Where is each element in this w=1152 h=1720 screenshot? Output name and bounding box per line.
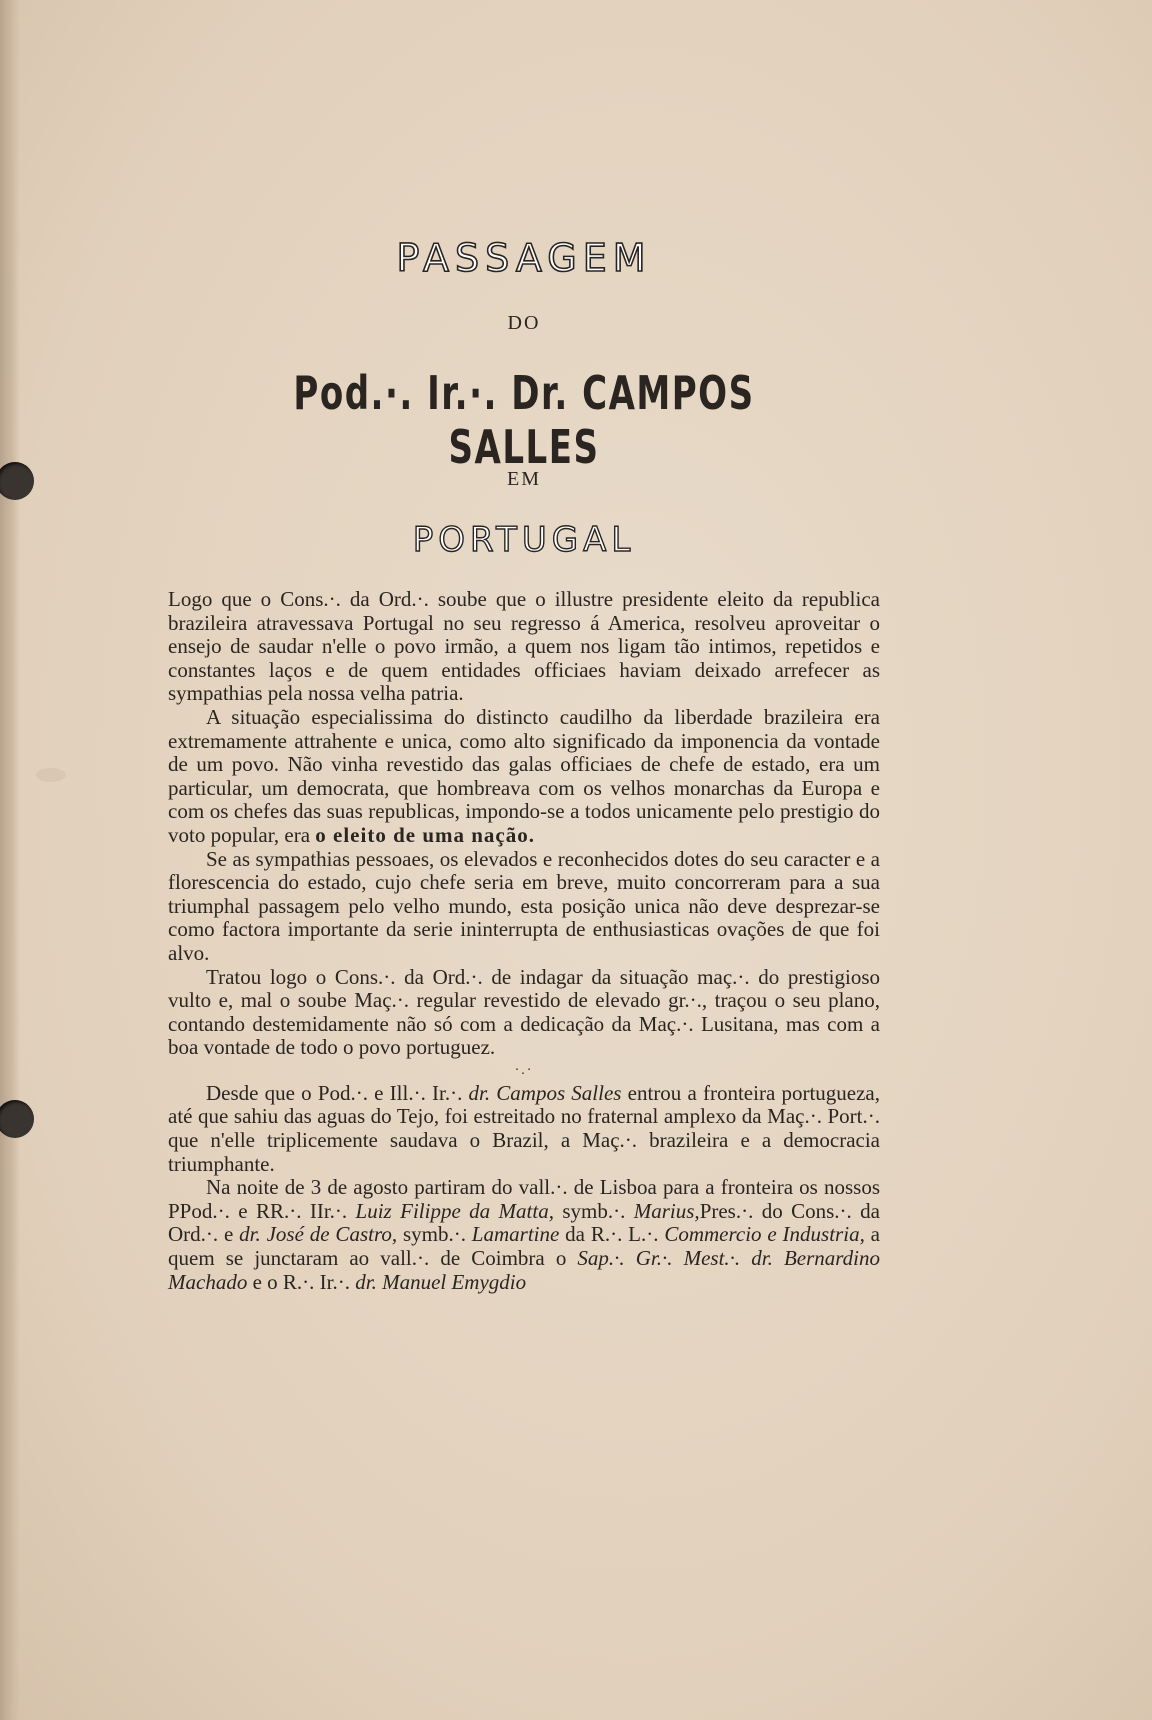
paragraph-5: [168, 1082, 880, 1176]
paragraph-5-rest: entrou a fronteira portugueza, até que sahiu das aguas do Tejo, foi estreitado no fraternal amplexo da Maç.·. Port.·. que n'elle triplicemente saudava o Brazil, a Maç.·. brazileira e a democracia triumphante.: [168, 1080, 880, 1176]
p6-name: Lamartine: [471, 1222, 560, 1247]
main-title: Pod.·. Ir.·. Dr. CAMPOS SALLES: [293, 366, 755, 474]
paragraph-1: Logo que o Cons.·. da Ord.·. soube que o illustre presidente eleito da republica brazileira atravessava Portugal no seu regresso á America, resolveu aproveitar o ensejo de saudar n'elle o povo irmão, a quem nos ligam tão intimos, repetidos e constantes laços e de quem entidades officiaes haviam deixado arrefecer as sympathias pela nossa velha patria.: [168, 587, 880, 706]
paragraph-2: [168, 706, 880, 848]
page-spine: [0, 0, 20, 1720]
p6-part: symb.·.: [397, 1222, 472, 1247]
p6-part: da R.·. L.·.: [559, 1222, 665, 1247]
paragraph-4: Tratou logo o Cons.·. da Ord.·. de indagar da situação maç.·. do prestigioso vulto e, mal o soube Maç.·. regular revestido de elevado gr.·., traçou o seu plano, contando destemidamente não só com a dedicação da Maç.·. Lusitana, mas com a boa vontade de todo o povo portuguez.: [168, 964, 880, 1060]
title-passagem: PASSAGEM: [396, 236, 652, 280]
title-em: EM: [507, 468, 541, 490]
title-portugal: PORTUGAL: [412, 520, 636, 560]
p6-name: Sap.·. Gr.·. Mest.·. dr. Bernardino Machado: [168, 1246, 880, 1294]
paragraph-2-emphasis: o eleito de uma nação.: [315, 822, 536, 847]
p6-part: Pres.·. do Cons.·. da Ord.·. e: [168, 1198, 881, 1247]
paragraph-3: Se as sympathias pessoaes, os elevados e reconhecidos dotes do seu caracter e a florescencia do estado, cujo chefe seria em breve, muito concorreram para a sua triumphal passagem pelo velho mundo, esta posição unica não deve desprezar-se como factora importante da serie ininterrupta de enthusiasticas ovações de que foi alvo.: [168, 846, 880, 965]
paragraph-6: [168, 1176, 880, 1294]
p6-part: symb.·.: [553, 1198, 634, 1223]
ink-stain: [36, 768, 66, 782]
paragraph-2-text: A situação especialissima do distincto caudilho da liberdade brazileira era extremamente attrahente e unica, como alto significado da imponencia da vontade de um povo. Não vinha revestido das galas officiaes de chefe de estado, era um particular, um democrata, que hombreava com os velhos monarchas da Europa e com os chefes das suas republicas, impondo-se a todos unicamente pelo prestigio do voto popular, era: [168, 704, 880, 847]
p6-name: Commercio e Industria,: [664, 1222, 865, 1247]
binding-hole: [0, 462, 34, 500]
section-separator: ·.·: [514, 1062, 534, 1078]
p6-part: Na noite de 3 de agosto partiram do vall.·. de Lisboa para a fronteira os nossos PPod.·. e RR.·. IIr.·.: [168, 1175, 880, 1223]
p6-name: Marius,: [633, 1198, 700, 1223]
body-text: [168, 588, 880, 1294]
p6-part: a quem se junctaram ao vall.·. de Coimbra o: [168, 1222, 880, 1271]
p6-part: e o R.·. Ir.·.: [247, 1269, 356, 1294]
paragraph-5-name: dr. Campos Salles: [468, 1080, 622, 1105]
binding-hole: [0, 1100, 34, 1138]
p6-name: dr. José de Castro,: [239, 1222, 398, 1247]
paragraph-5-text: Desde que o Pod.·. e Ill.·. Ir.·.: [206, 1080, 469, 1105]
title-do: DO: [507, 312, 541, 334]
p6-name: dr. Manuel Emygdio: [355, 1269, 527, 1294]
p6-name: Luiz Filippe da Matta,: [355, 1198, 554, 1223]
